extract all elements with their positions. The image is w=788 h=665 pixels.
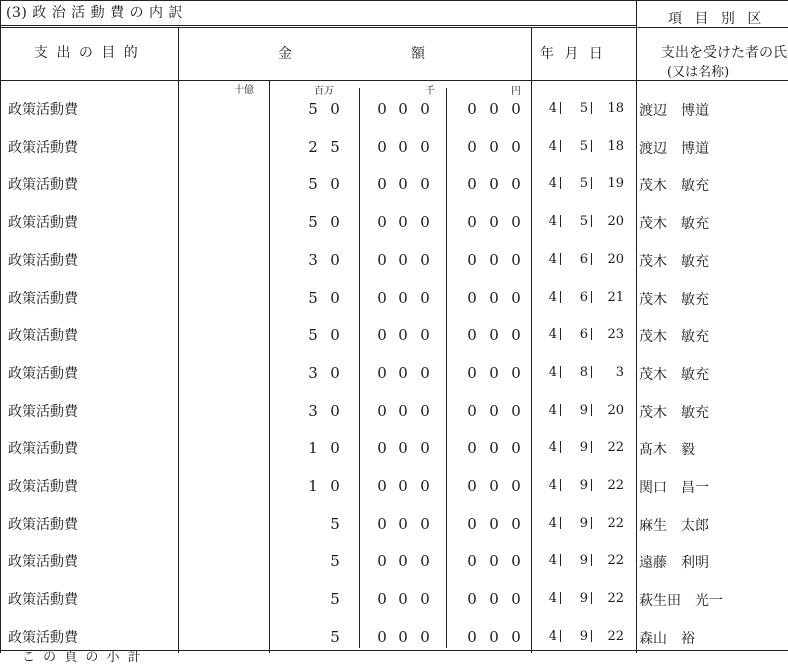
amount-digit: 0 <box>467 628 477 646</box>
amount-digit: 0 <box>330 175 340 193</box>
amount-digit: 0 <box>489 439 499 457</box>
date-month: 9 <box>579 591 588 606</box>
amount-digit: 0 <box>330 364 340 382</box>
purpose-cell: 政策活動費 <box>8 479 78 495</box>
amount-digit: 0 <box>377 439 387 457</box>
date-month: 9 <box>579 403 588 418</box>
date-day: 20 <box>607 214 624 229</box>
amount-digit: 3 <box>308 251 318 269</box>
amount-digit: 0 <box>511 326 521 344</box>
date-divider <box>636 0 637 653</box>
recipient-name: 茂木 敏充 <box>639 405 709 421</box>
purpose-cell: 政策活動費 <box>8 404 78 420</box>
amount-digit: 0 <box>467 138 477 156</box>
amount-digit: 0 <box>420 213 430 231</box>
date-separator <box>591 140 592 152</box>
title-underline <box>0 25 636 26</box>
amount-digit: 0 <box>420 326 430 344</box>
date-year: 4 <box>548 214 557 229</box>
date-month: 5 <box>579 139 588 154</box>
recipient-name: 森山 裕 <box>639 631 695 647</box>
date-month: 9 <box>579 478 588 493</box>
purpose-cell: 政策活動費 <box>8 102 78 118</box>
amount-digit: 0 <box>489 100 499 118</box>
date-month: 5 <box>579 176 588 191</box>
amount-digit: 0 <box>467 251 477 269</box>
amount-digit: 0 <box>377 515 387 533</box>
date-day: 21 <box>607 290 624 305</box>
amount-digit: 0 <box>330 213 340 231</box>
unit-billion: 十億 <box>234 85 254 96</box>
date-day: 22 <box>607 629 624 644</box>
amount-digit: 0 <box>489 289 499 307</box>
date-separator <box>560 592 561 604</box>
amount-digit: 0 <box>330 477 340 495</box>
amount-digit: 0 <box>489 213 499 231</box>
table-row <box>0 324 709 354</box>
table-row <box>0 362 709 392</box>
date-separator <box>560 554 561 566</box>
purpose-cell: 政策活動費 <box>8 630 78 646</box>
date-month: 6 <box>579 290 588 305</box>
amount-digit: 0 <box>398 402 408 420</box>
date-month: 9 <box>579 440 588 455</box>
amount-digit: 0 <box>377 552 387 570</box>
header-bottom-line <box>0 80 788 81</box>
recipient-name: 渡辺 博道 <box>639 141 709 157</box>
amount-digit: 0 <box>467 515 477 533</box>
amount-digit: 0 <box>489 590 499 608</box>
amount-digit: 0 <box>330 100 340 118</box>
amount-digit: 0 <box>330 289 340 307</box>
amount-digit: 5 <box>330 138 340 156</box>
date-year: 4 <box>548 176 557 191</box>
amount-digit: 0 <box>420 100 430 118</box>
amount-digit: 0 <box>398 439 408 457</box>
recipient-name: 茂木 敏充 <box>639 178 709 194</box>
purpose-cell: 政策活動費 <box>8 291 78 307</box>
section-title: (3) 政 治 活 動 費 の 内 訳 <box>6 5 183 21</box>
date-year: 4 <box>548 365 557 380</box>
header-amount-right: 額 <box>411 46 426 62</box>
date-month: 5 <box>579 101 588 116</box>
table-row <box>0 437 695 467</box>
amount-digit: 0 <box>420 364 430 382</box>
amount-digit: 0 <box>511 515 521 533</box>
amount-digit: 0 <box>467 590 477 608</box>
amount-digit: 0 <box>377 289 387 307</box>
header-recipient-note: (又は名称) <box>667 65 730 80</box>
amount-digit: 0 <box>511 552 521 570</box>
date-separator <box>591 328 592 340</box>
amount-digit: 1 <box>308 439 318 457</box>
date-day: 23 <box>607 327 624 342</box>
date-day: 22 <box>607 591 624 606</box>
date-separator <box>591 630 592 642</box>
date-separator <box>591 102 592 114</box>
table-row <box>0 211 709 241</box>
date-year: 4 <box>548 290 557 305</box>
amount-digit: 1 <box>308 477 318 495</box>
top-border <box>0 0 788 1</box>
amount-digit: 0 <box>330 439 340 457</box>
amount-digit: 0 <box>511 402 521 420</box>
amount-digit: 0 <box>398 628 408 646</box>
date-year: 4 <box>548 629 557 644</box>
purpose-cell: 政策活動費 <box>8 366 78 382</box>
amount-digit: 0 <box>420 477 430 495</box>
amount-digit: 0 <box>398 552 408 570</box>
amount-digit: 0 <box>467 477 477 495</box>
date-day: 22 <box>607 440 624 455</box>
purpose-cell: 政策活動費 <box>8 140 78 156</box>
date-year: 4 <box>548 478 557 493</box>
table-row <box>0 475 709 505</box>
amount-digit: 5 <box>308 289 318 307</box>
date-separator <box>591 517 592 529</box>
million-divider <box>359 88 360 648</box>
purpose-cell: 政策活動費 <box>8 215 78 231</box>
date-month: 9 <box>579 629 588 644</box>
date-month: 6 <box>579 252 588 267</box>
amount-digit: 0 <box>420 515 430 533</box>
purpose-cell: 政策活動費 <box>8 517 78 533</box>
amount-digit: 0 <box>377 138 387 156</box>
date-separator <box>560 517 561 529</box>
unit-thousand: 千 <box>425 86 435 97</box>
amount-digit: 0 <box>467 439 477 457</box>
purpose-cell: 政策活動費 <box>8 328 78 344</box>
date-month: 5 <box>579 214 588 229</box>
amount-digit: 0 <box>377 175 387 193</box>
header-top-line <box>0 27 788 28</box>
date-year: 4 <box>548 252 557 267</box>
date-month: 9 <box>579 516 588 531</box>
amount-digit: 0 <box>420 138 430 156</box>
billion-divider <box>269 80 270 653</box>
amount-digit: 0 <box>420 590 430 608</box>
table-row <box>0 400 709 430</box>
amount-digit: 0 <box>489 515 499 533</box>
date-year: 4 <box>548 553 557 568</box>
date-separator <box>560 479 561 491</box>
recipient-name: 茂木 敏充 <box>639 254 709 270</box>
amount-divider <box>531 27 532 653</box>
amount-digit: 5 <box>308 326 318 344</box>
table-row <box>0 249 709 279</box>
purpose-divider <box>178 27 179 653</box>
date-separator <box>591 404 592 416</box>
date-year: 4 <box>548 403 557 418</box>
amount-digit: 0 <box>420 402 430 420</box>
amount-digit: 0 <box>467 289 477 307</box>
date-separator <box>560 102 561 114</box>
amount-digit: 0 <box>489 138 499 156</box>
date-separator <box>591 215 592 227</box>
recipient-name: 茂木 敏充 <box>639 292 709 308</box>
date-day: 19 <box>607 176 624 191</box>
amount-digit: 0 <box>420 289 430 307</box>
date-day: 22 <box>607 478 624 493</box>
amount-digit: 0 <box>511 590 521 608</box>
date-day: 22 <box>607 553 624 568</box>
recipient-name: 萩生田 光一 <box>639 593 723 609</box>
date-separator <box>560 215 561 227</box>
amount-digit: 0 <box>398 213 408 231</box>
date-year: 4 <box>548 327 557 342</box>
amount-digit: 0 <box>420 628 430 646</box>
amount-digit: 0 <box>489 552 499 570</box>
amount-digit: 0 <box>420 552 430 570</box>
date-year: 4 <box>548 516 557 531</box>
amount-digit: 0 <box>489 364 499 382</box>
date-day: 18 <box>607 139 624 154</box>
date-year: 4 <box>548 101 557 116</box>
amount-digit: 0 <box>398 100 408 118</box>
amount-digit: 0 <box>489 628 499 646</box>
amount-digit: 0 <box>467 364 477 382</box>
recipient-name: 関口 昌一 <box>639 480 709 496</box>
header-date: 年 月 日 <box>540 46 606 62</box>
amount-digit: 0 <box>467 100 477 118</box>
amount-digit: 0 <box>377 628 387 646</box>
purpose-cell: 政策活動費 <box>8 253 78 269</box>
page-subtotal-label: こ の 頁 の 小 計 <box>22 650 143 665</box>
amount-digit: 0 <box>420 439 430 457</box>
date-separator <box>560 404 561 416</box>
amount-digit: 0 <box>398 326 408 344</box>
date-separator <box>560 441 561 453</box>
amount-digit: 0 <box>489 175 499 193</box>
table-row <box>0 550 709 580</box>
category-header: 項 目 別 区 <box>668 11 766 27</box>
amount-digit: 5 <box>308 175 318 193</box>
recipient-name: 茂木 敏充 <box>639 367 709 383</box>
amount-digit: 0 <box>511 364 521 382</box>
date-separator <box>591 592 592 604</box>
amount-digit: 0 <box>467 213 477 231</box>
thousand-divider <box>446 88 447 648</box>
table-bottom-line <box>0 650 788 651</box>
amount-digit: 0 <box>377 100 387 118</box>
date-separator <box>591 441 592 453</box>
date-separator <box>560 328 561 340</box>
amount-digit: 0 <box>377 213 387 231</box>
purpose-cell: 政策活動費 <box>8 554 78 570</box>
table-row <box>0 588 723 618</box>
date-day: 20 <box>607 252 624 267</box>
amount-digit: 0 <box>398 590 408 608</box>
unit-yen: 円 <box>511 86 521 97</box>
amount-digit: 0 <box>398 175 408 193</box>
amount-digit: 0 <box>377 251 387 269</box>
date-separator <box>591 366 592 378</box>
date-day: 3 <box>615 365 624 380</box>
date-separator <box>591 479 592 491</box>
amount-digit: 5 <box>330 628 340 646</box>
unit-million: 百万 <box>314 86 334 97</box>
date-separator <box>560 177 561 189</box>
date-year: 4 <box>548 591 557 606</box>
table-row <box>0 173 709 203</box>
amount-digit: 2 <box>308 138 318 156</box>
date-separator <box>560 630 561 642</box>
amount-digit: 0 <box>398 364 408 382</box>
amount-digit: 0 <box>330 402 340 420</box>
amount-digit: 0 <box>398 138 408 156</box>
amount-digit: 0 <box>511 138 521 156</box>
amount-digit: 0 <box>467 175 477 193</box>
date-month: 6 <box>579 327 588 342</box>
recipient-name: 茂木 敏充 <box>639 216 709 232</box>
amount-digit: 0 <box>489 251 499 269</box>
date-separator <box>591 554 592 566</box>
date-month: 8 <box>579 365 588 380</box>
amount-digit: 0 <box>377 326 387 344</box>
date-year: 4 <box>548 440 557 455</box>
amount-digit: 0 <box>398 477 408 495</box>
date-separator <box>560 291 561 303</box>
table-row <box>0 98 709 128</box>
table-row <box>0 136 709 166</box>
recipient-name: 遠藤 利明 <box>639 555 709 571</box>
amount-digit: 5 <box>330 515 340 533</box>
amount-digit: 0 <box>489 402 499 420</box>
amount-digit: 0 <box>398 289 408 307</box>
amount-digit: 0 <box>511 251 521 269</box>
amount-digit: 5 <box>308 213 318 231</box>
date-day: 20 <box>607 403 624 418</box>
amount-digit: 5 <box>330 590 340 608</box>
amount-digit: 0 <box>511 628 521 646</box>
table-row <box>0 287 709 317</box>
amount-digit: 3 <box>308 364 318 382</box>
date-day: 22 <box>607 516 624 531</box>
amount-digit: 0 <box>511 100 521 118</box>
date-separator <box>591 291 592 303</box>
amount-digit: 0 <box>467 402 477 420</box>
date-separator <box>560 140 561 152</box>
recipient-name: 茂木 敏充 <box>639 329 709 345</box>
date-day: 18 <box>607 101 624 116</box>
header-purpose: 支 出 の 目 的 <box>34 45 140 61</box>
date-separator <box>591 177 592 189</box>
amount-digit: 0 <box>398 251 408 269</box>
amount-digit: 0 <box>330 251 340 269</box>
amount-digit: 0 <box>467 326 477 344</box>
amount-digit: 0 <box>489 326 499 344</box>
left-border <box>0 0 1 653</box>
amount-digit: 0 <box>511 175 521 193</box>
amount-digit: 5 <box>308 100 318 118</box>
amount-digit: 0 <box>377 590 387 608</box>
amount-digit: 0 <box>377 364 387 382</box>
recipient-name: 髙木 毅 <box>639 442 695 458</box>
table-row <box>0 513 709 543</box>
amount-digit: 0 <box>420 175 430 193</box>
header-amount-left: 金 <box>278 46 293 62</box>
purpose-cell: 政策活動費 <box>8 441 78 457</box>
date-month: 9 <box>579 553 588 568</box>
date-separator <box>560 253 561 265</box>
header-recipient: 支出を受けた者の氏 <box>661 45 787 61</box>
purpose-cell: 政策活動費 <box>8 177 78 193</box>
amount-digit: 0 <box>377 402 387 420</box>
amount-digit: 0 <box>489 477 499 495</box>
recipient-name: 渡辺 博道 <box>639 103 709 119</box>
date-separator <box>591 253 592 265</box>
date-separator <box>560 366 561 378</box>
amount-digit: 0 <box>420 251 430 269</box>
recipient-name: 麻生 太郎 <box>639 518 709 534</box>
amount-digit: 3 <box>308 402 318 420</box>
date-year: 4 <box>548 139 557 154</box>
amount-digit: 0 <box>398 515 408 533</box>
amount-digit: 0 <box>511 439 521 457</box>
amount-digit: 0 <box>467 552 477 570</box>
amount-digit: 0 <box>377 477 387 495</box>
amount-digit: 0 <box>330 326 340 344</box>
amount-digit: 0 <box>511 477 521 495</box>
amount-digit: 0 <box>511 213 521 231</box>
purpose-cell: 政策活動費 <box>8 592 78 608</box>
amount-digit: 0 <box>511 289 521 307</box>
amount-digit: 5 <box>330 552 340 570</box>
